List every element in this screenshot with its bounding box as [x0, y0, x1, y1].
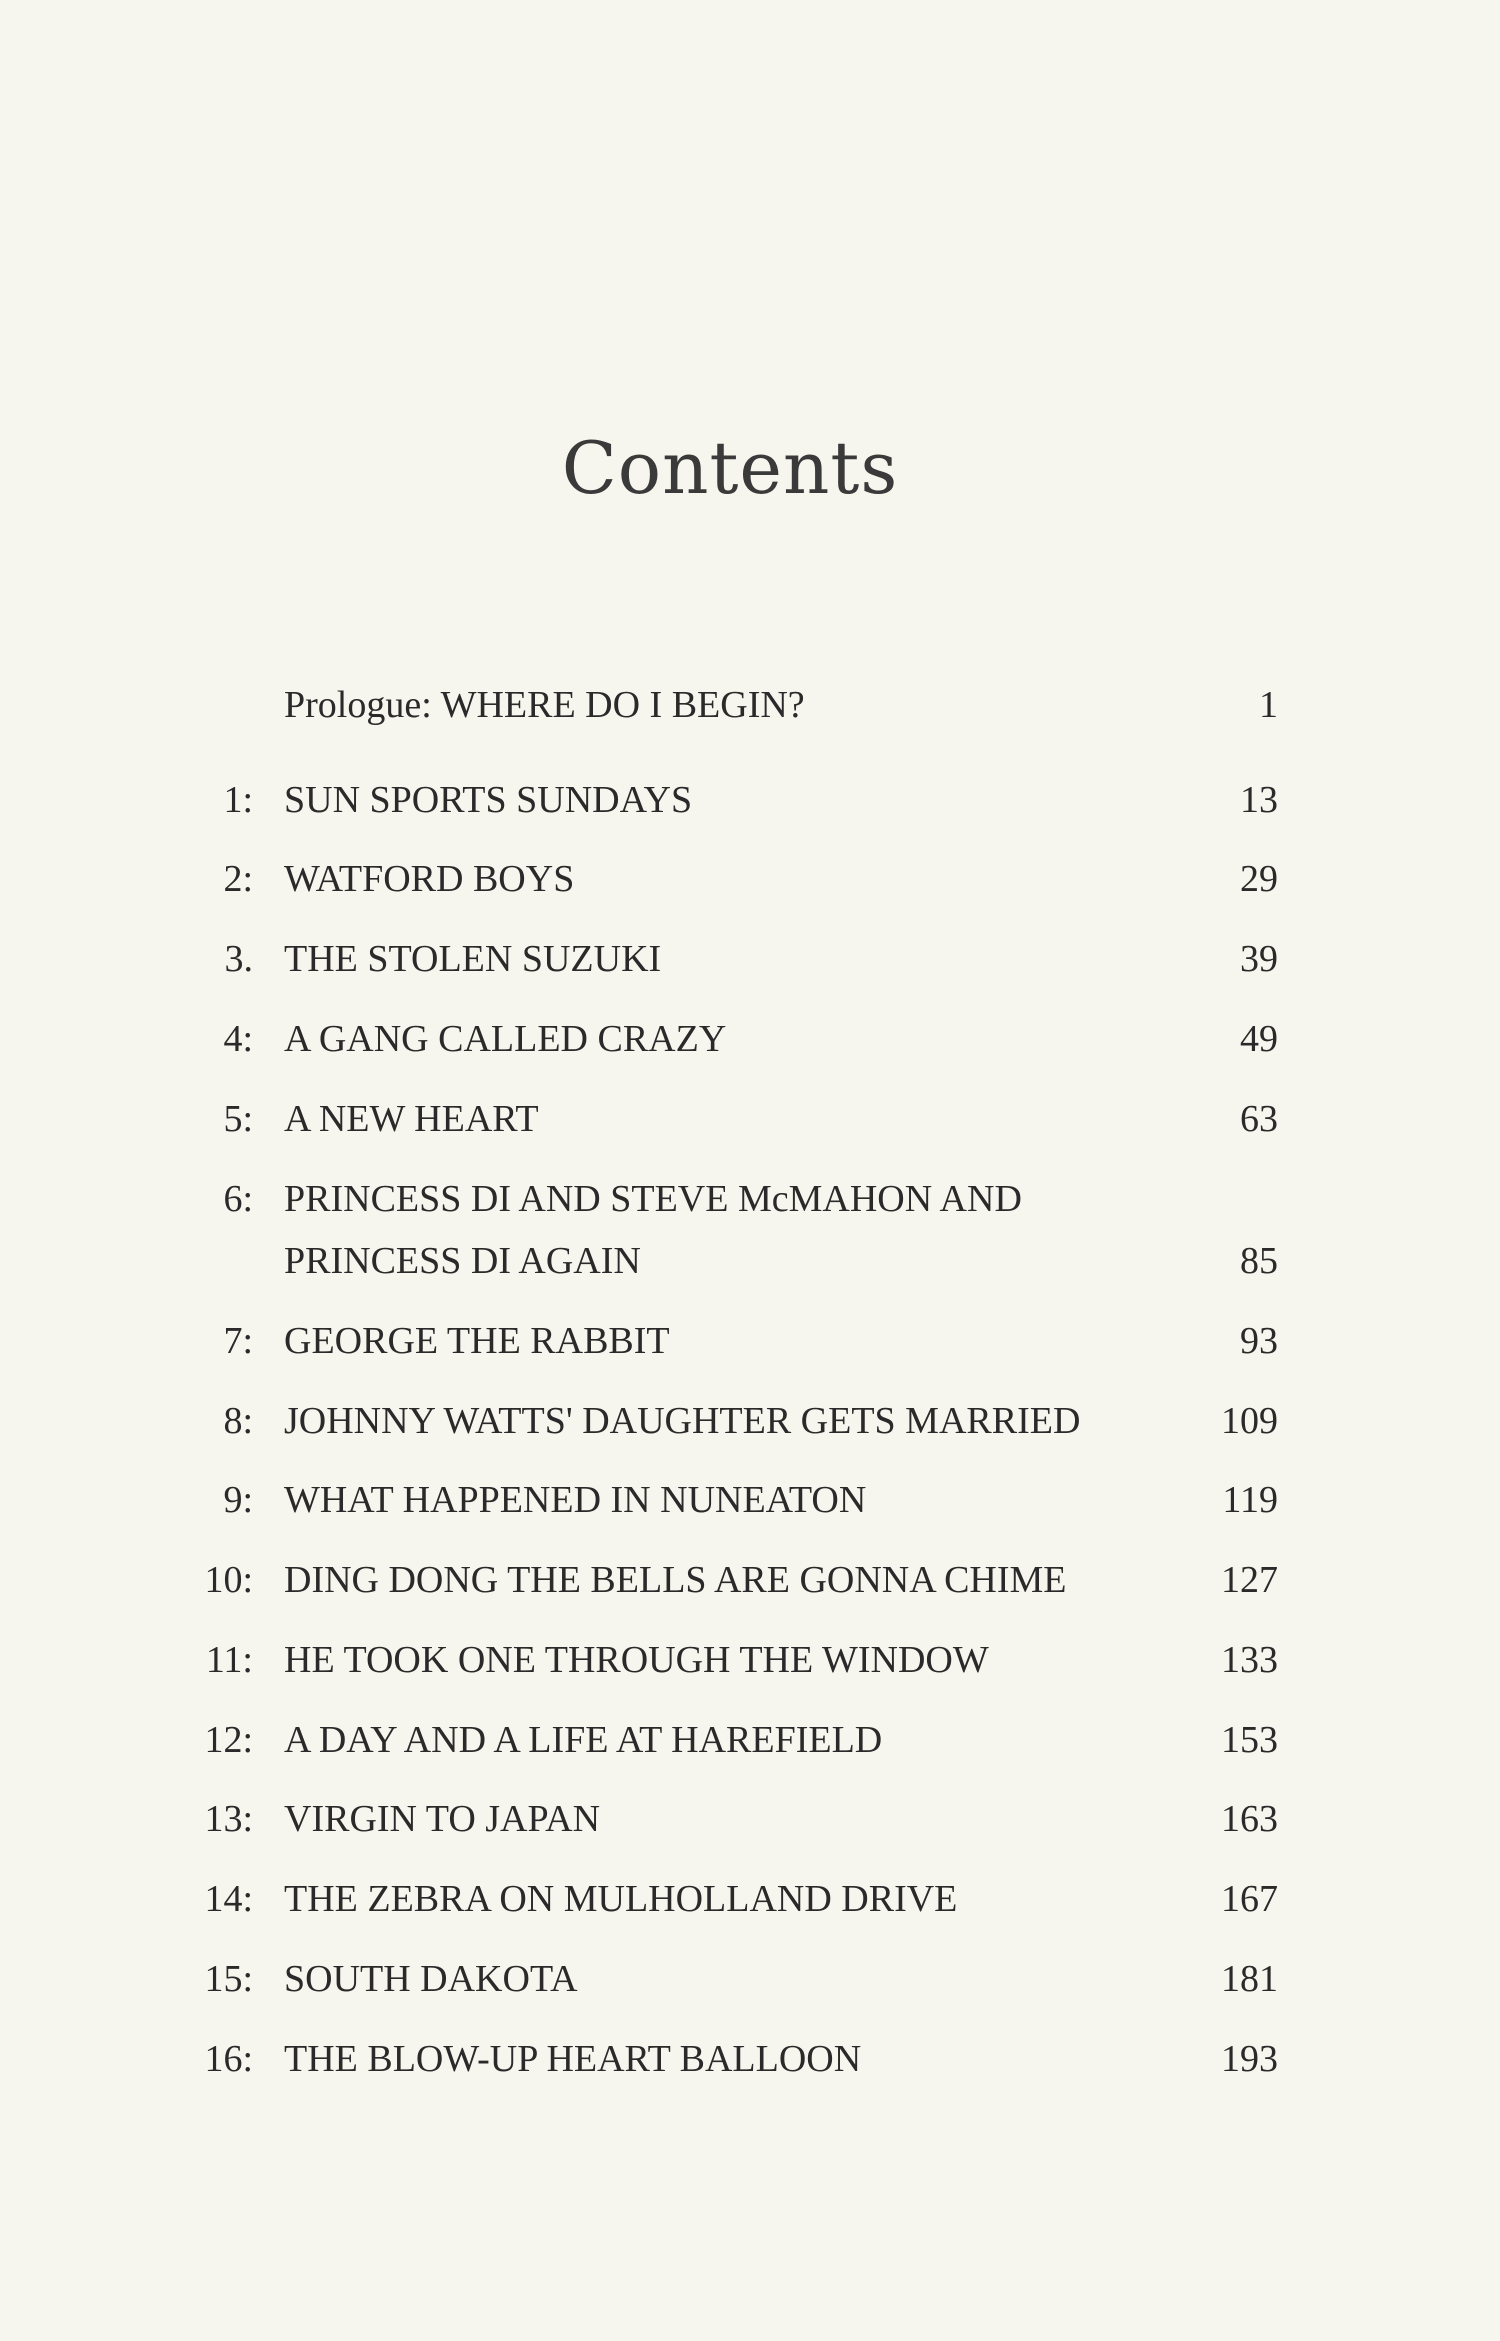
page-number: 93	[1240, 1320, 1278, 1362]
chapter-title: WHAT HAPPENED IN NUNEATON	[284, 1479, 867, 1521]
chapter-number: 13:	[204, 1798, 253, 1840]
chapter-title: WATFORD BOYS	[284, 858, 575, 900]
chapter-number: 9:	[223, 1479, 253, 1521]
page-number: 85	[1240, 1240, 1278, 1282]
chapter-title	[284, 1180, 1022, 1280]
chapter-number: 11:	[205, 1639, 253, 1681]
chapter-title: JOHNNY WATTS' DAUGHTER GETS MARRIED	[284, 1400, 1081, 1442]
chapter-number: 8:	[223, 1400, 253, 1442]
page-number: 193	[1221, 2038, 1278, 2080]
page-number: 119	[1222, 1479, 1278, 1521]
chapter-number: 1:	[223, 779, 253, 821]
chapter-number: 10:	[204, 1559, 253, 1601]
chapter-title: SUN SPORTS SUNDAYS	[284, 779, 693, 821]
chapter-title: HE TOOK ONE THROUGH THE WINDOW	[284, 1639, 989, 1681]
chapter-title: THE BLOW-UP HEART BALLOON	[284, 2038, 862, 2080]
chapter-title-line-2: PRINCESS DI AGAIN	[284, 1240, 641, 1282]
page-number: 29	[1240, 858, 1278, 900]
chapter-title: SOUTH DAKOTA	[284, 1958, 578, 2000]
chapter-number: 6:	[223, 1178, 253, 1220]
page-number: 1	[1259, 684, 1278, 726]
chapter-title-line-1: PRINCESS DI AND STEVE McMAHON AND	[284, 1178, 1022, 1220]
page-number: 63	[1240, 1098, 1278, 1140]
page-title: Contents	[561, 426, 899, 511]
page-number: 153	[1221, 1719, 1278, 1761]
page-number: 133	[1221, 1639, 1278, 1681]
chapter-number: 12:	[204, 1719, 253, 1761]
chapter-title: Prologue: WHERE DO I BEGIN?	[284, 684, 805, 726]
chapter-title: VIRGIN TO JAPAN	[284, 1798, 601, 1840]
chapter-title: A GANG CALLED CRAZY	[284, 1018, 727, 1060]
chapter-number: 16:	[204, 2038, 253, 2080]
page-number: 167	[1221, 1878, 1278, 1920]
chapter-title: A DAY AND A LIFE AT HAREFIELD	[284, 1719, 883, 1761]
page-number: 49	[1240, 1018, 1278, 1060]
page-number: 109	[1221, 1400, 1278, 1442]
chapter-title: DING DONG THE BELLS ARE GONNA CHIME	[284, 1559, 1067, 1601]
chapter-number: 14:	[204, 1878, 253, 1920]
chapter-number: 5:	[223, 1098, 253, 1140]
page-number: 13	[1240, 779, 1278, 821]
chapter-number: 3.	[224, 938, 253, 980]
chapter-title: THE STOLEN SUZUKI	[284, 938, 662, 980]
chapter-title: THE ZEBRA ON MULHOLLAND DRIVE	[284, 1878, 958, 1920]
page-number: 163	[1221, 1798, 1278, 1840]
chapter-title: A NEW HEART	[284, 1098, 539, 1140]
chapter-title: GEORGE THE RABBIT	[284, 1320, 670, 1362]
chapter-number: 4:	[223, 1018, 253, 1060]
page-number: 127	[1221, 1559, 1278, 1601]
page-number: 181	[1221, 1958, 1278, 2000]
page-number: 39	[1240, 938, 1278, 980]
chapter-number: 15:	[204, 1958, 253, 2000]
chapter-number: 7:	[223, 1320, 253, 1362]
chapter-number: 2:	[223, 858, 253, 900]
